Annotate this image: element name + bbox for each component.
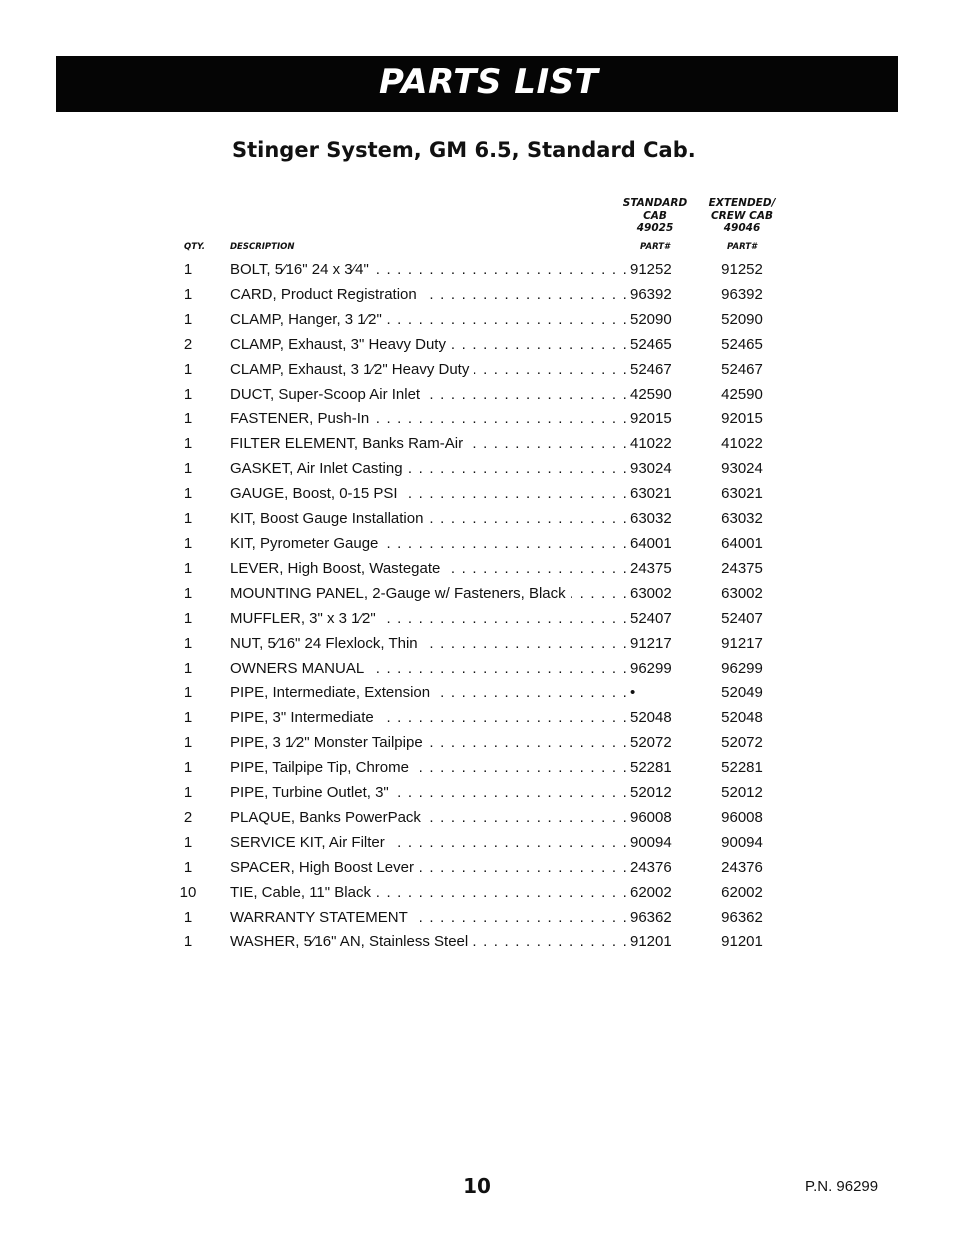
row-standard-part: 91201 bbox=[630, 933, 672, 951]
row-description-leader bbox=[230, 308, 628, 332]
row-description: KIT, Pyrometer Gauge bbox=[230, 535, 383, 552]
table-row bbox=[0, 681, 954, 706]
row-qty: 1 bbox=[183, 659, 193, 677]
row-description-leader bbox=[230, 706, 628, 730]
row-description-leader bbox=[230, 582, 628, 606]
row-description-leader bbox=[230, 383, 628, 407]
row-qty: 1 bbox=[183, 908, 193, 926]
table-row bbox=[0, 881, 954, 906]
row-description-leader bbox=[230, 532, 628, 556]
row-standard-part: 96392 bbox=[630, 285, 672, 303]
row-description: WARRANTY STATEMENT bbox=[230, 909, 413, 926]
row-description: PIPE, 3 1⁄2" Monster Tailpipe bbox=[230, 734, 428, 751]
row-extended-part: 52049 bbox=[721, 684, 763, 702]
row-description: NUT, 5⁄16" 24 Flexlock, Thin bbox=[230, 635, 423, 652]
table-row bbox=[0, 258, 954, 283]
row-qty: 1 bbox=[183, 534, 193, 552]
row-standard-part: 52281 bbox=[630, 759, 672, 777]
row-extended-part: 52090 bbox=[721, 310, 763, 328]
row-description: KIT, Boost Gauge Installation bbox=[230, 510, 428, 527]
table-row bbox=[0, 756, 954, 781]
row-qty: 1 bbox=[183, 684, 193, 702]
row-standard-part: 63002 bbox=[630, 584, 672, 602]
row-qty: 2 bbox=[183, 808, 193, 826]
standard-cab-header-line: STANDARD bbox=[622, 197, 688, 209]
table-row bbox=[0, 358, 954, 383]
row-qty: 1 bbox=[183, 261, 193, 278]
row-standard-part: 93024 bbox=[630, 460, 672, 478]
row-description: SERVICE KIT, Air Filter bbox=[230, 834, 390, 851]
table-row bbox=[0, 383, 954, 408]
table-row bbox=[0, 731, 954, 756]
row-extended-part: 52012 bbox=[721, 784, 763, 802]
row-qty: 1 bbox=[183, 634, 193, 652]
page-title: PARTS LIST bbox=[379, 62, 599, 102]
table-row bbox=[0, 507, 954, 532]
standard-part-column-header: PART# bbox=[640, 242, 670, 252]
row-qty: 1 bbox=[183, 609, 193, 627]
row-description-leader bbox=[230, 906, 628, 930]
row-qty: 1 bbox=[183, 460, 193, 478]
row-qty: 1 bbox=[183, 709, 193, 727]
row-standard-part: 42590 bbox=[630, 385, 672, 403]
row-description-leader bbox=[230, 632, 628, 656]
table-row bbox=[0, 308, 954, 333]
row-extended-part: 96392 bbox=[721, 285, 763, 303]
description-column-header: DESCRIPTION bbox=[230, 242, 295, 252]
row-extended-part: 52281 bbox=[721, 759, 763, 777]
row-standard-part: 96008 bbox=[630, 808, 672, 826]
row-extended-part: 24375 bbox=[721, 559, 763, 577]
row-description-leader bbox=[230, 557, 628, 581]
row-description-leader bbox=[230, 407, 628, 431]
row-description: OWNERS MANUAL bbox=[230, 660, 369, 677]
row-standard-part: 24375 bbox=[630, 559, 672, 577]
row-description-leader bbox=[230, 856, 628, 880]
row-description: WASHER, 5⁄16" AN, Stainless Steel bbox=[230, 933, 473, 950]
row-standard-part: 52465 bbox=[630, 335, 672, 353]
row-qty: 1 bbox=[183, 584, 193, 602]
section-title: Stinger System, GM 6.5, Standard Cab. bbox=[232, 138, 696, 162]
row-qty: 1 bbox=[183, 385, 193, 403]
table-row bbox=[0, 432, 954, 457]
row-qty: 1 bbox=[183, 734, 193, 752]
row-description-leader bbox=[230, 432, 628, 456]
extended-cab-header-line: CREW CAB bbox=[710, 209, 774, 222]
row-qty: 1 bbox=[183, 360, 193, 378]
row-extended-part: 63002 bbox=[721, 584, 763, 602]
row-description: SPACER, High Boost Lever bbox=[230, 859, 419, 876]
row-description-leader bbox=[230, 930, 628, 954]
row-description: TIE, Cable, 11" Black bbox=[230, 884, 376, 901]
parts-table bbox=[0, 258, 954, 955]
standard-cab-header-line: 49025 bbox=[636, 222, 674, 234]
row-standard-part: 96299 bbox=[630, 659, 672, 677]
row-description: FILTER ELEMENT, Banks Ram-Air bbox=[230, 435, 468, 452]
row-description-leader bbox=[230, 482, 628, 506]
table-row bbox=[0, 482, 954, 507]
row-qty: 10 bbox=[179, 883, 197, 901]
row-extended-part: 96362 bbox=[721, 908, 763, 926]
row-description: DUCT, Super-Scoop Air Inlet bbox=[230, 386, 425, 403]
table-row bbox=[0, 856, 954, 881]
row-standard-part: 96362 bbox=[630, 908, 672, 926]
row-extended-part: 92015 bbox=[721, 410, 763, 428]
row-standard-part: 62002 bbox=[630, 883, 672, 901]
row-extended-part: 52465 bbox=[721, 335, 763, 353]
row-description-leader bbox=[230, 781, 628, 805]
row-description: MOUNTING PANEL, 2-Gauge w/ Fasteners, Black bbox=[230, 585, 571, 602]
row-extended-part: 42590 bbox=[721, 385, 763, 403]
row-extended-part: 24376 bbox=[721, 858, 763, 876]
row-standard-part: • bbox=[630, 684, 636, 702]
row-qty: 1 bbox=[183, 435, 193, 453]
row-description: CLAMP, Exhaust, 3" Heavy Duty bbox=[230, 336, 451, 353]
table-row bbox=[0, 333, 954, 358]
row-qty: 1 bbox=[183, 858, 193, 876]
row-extended-part: 63021 bbox=[721, 485, 763, 503]
row-description-leader bbox=[230, 831, 628, 855]
table-row bbox=[0, 632, 954, 657]
row-qty: 1 bbox=[183, 784, 193, 802]
row-extended-part: 52407 bbox=[721, 609, 763, 627]
row-extended-part: 63032 bbox=[721, 510, 763, 528]
row-standard-part: 52072 bbox=[630, 734, 672, 752]
row-standard-part: 91217 bbox=[630, 634, 672, 652]
row-description-leader bbox=[230, 657, 628, 681]
title-banner bbox=[56, 56, 898, 112]
row-standard-part: 63021 bbox=[630, 485, 672, 503]
row-qty: 1 bbox=[183, 410, 193, 428]
table-row bbox=[0, 781, 954, 806]
row-extended-part: 52072 bbox=[721, 734, 763, 752]
row-extended-part: 52048 bbox=[721, 709, 763, 727]
extended-cab-header-line: EXTENDED/ bbox=[708, 197, 776, 209]
row-standard-part: 24376 bbox=[630, 858, 672, 876]
row-description: CLAMP, Hanger, 3 1⁄2" bbox=[230, 311, 387, 328]
row-qty: 1 bbox=[183, 933, 193, 951]
row-description: FASTENER, Push-In bbox=[230, 410, 374, 427]
row-extended-part: 41022 bbox=[721, 435, 763, 453]
row-standard-part: 63032 bbox=[630, 510, 672, 528]
row-standard-part: 90094 bbox=[630, 833, 672, 851]
row-qty: 1 bbox=[183, 559, 193, 577]
row-description: PLAQUE, Banks PowerPack bbox=[230, 809, 426, 826]
row-description: PIPE, 3" Intermediate bbox=[230, 709, 379, 726]
table-row bbox=[0, 657, 954, 682]
row-qty: 1 bbox=[183, 759, 193, 777]
row-standard-part: 41022 bbox=[630, 435, 672, 453]
row-qty: 2 bbox=[183, 335, 193, 353]
table-row bbox=[0, 806, 954, 831]
row-extended-part: 64001 bbox=[721, 534, 763, 552]
row-qty: 1 bbox=[183, 485, 193, 503]
row-description: CLAMP, Exhaust, 3 1⁄2" Heavy Duty bbox=[230, 361, 474, 378]
extended-cab-header-line: 49046 bbox=[723, 222, 761, 234]
row-extended-part: 52467 bbox=[721, 360, 763, 378]
row-extended-part: 91252 bbox=[721, 261, 763, 278]
table-row bbox=[0, 930, 954, 955]
row-extended-part: 90094 bbox=[721, 833, 763, 851]
extended-part-column-header: PART# bbox=[727, 242, 757, 252]
row-standard-part: 91252 bbox=[630, 261, 672, 278]
table-row bbox=[0, 582, 954, 607]
row-standard-part: 52048 bbox=[630, 709, 672, 727]
table-row bbox=[0, 831, 954, 856]
row-extended-part: 93024 bbox=[721, 460, 763, 478]
row-qty: 1 bbox=[183, 285, 193, 303]
row-extended-part: 96008 bbox=[721, 808, 763, 826]
row-description: PIPE, Intermediate, Extension bbox=[230, 684, 435, 701]
standard-cab-header-line: CAB bbox=[643, 209, 667, 222]
standard-cab-header bbox=[605, 197, 705, 235]
row-extended-part: 91201 bbox=[721, 933, 763, 951]
table-row bbox=[0, 607, 954, 632]
row-description-leader bbox=[230, 806, 628, 830]
row-description-leader bbox=[230, 283, 628, 307]
row-description: GAUGE, Boost, 0-15 PSI bbox=[230, 485, 403, 502]
row-description-leader bbox=[230, 881, 628, 905]
row-description-leader bbox=[230, 731, 628, 755]
row-qty: 1 bbox=[183, 510, 193, 528]
row-description: BOLT, 5⁄16" 24 x 3⁄4" bbox=[230, 261, 374, 278]
row-description: MUFFLER, 3" x 3 1⁄2" bbox=[230, 610, 381, 627]
row-description-leader bbox=[230, 607, 628, 631]
row-description: PIPE, Tailpipe Tip, Chrome bbox=[230, 759, 414, 776]
extended-cab-header bbox=[692, 197, 792, 235]
qty-column-header: QTY. bbox=[184, 242, 206, 252]
row-description: LEVER, High Boost, Wastegate bbox=[230, 560, 445, 577]
row-description-leader bbox=[230, 358, 628, 382]
row-qty: 1 bbox=[183, 833, 193, 851]
row-extended-part: 96299 bbox=[721, 659, 763, 677]
row-description-leader bbox=[230, 333, 628, 357]
row-description-leader bbox=[230, 756, 628, 780]
row-standard-part: 52012 bbox=[630, 784, 672, 802]
row-standard-part: 92015 bbox=[630, 410, 672, 428]
row-description: CARD, Product Registration bbox=[230, 286, 422, 303]
row-description: PIPE, Turbine Outlet, 3" bbox=[230, 784, 394, 801]
table-row bbox=[0, 906, 954, 931]
row-qty: 1 bbox=[183, 310, 193, 328]
document-part-number: P.N. 96299 bbox=[805, 1178, 879, 1195]
table-row bbox=[0, 557, 954, 582]
row-standard-part: 52407 bbox=[630, 609, 672, 627]
row-extended-part: 91217 bbox=[721, 634, 763, 652]
page-number: 10 bbox=[463, 1174, 491, 1198]
table-row bbox=[0, 457, 954, 482]
row-standard-part: 52090 bbox=[630, 310, 672, 328]
table-row bbox=[0, 283, 954, 308]
row-description-leader bbox=[230, 681, 628, 705]
row-description-leader bbox=[230, 258, 628, 282]
row-extended-part: 62002 bbox=[721, 883, 763, 901]
row-description: GASKET, Air Inlet Casting bbox=[230, 460, 408, 477]
row-description-leader bbox=[230, 507, 628, 531]
row-description-leader bbox=[230, 457, 628, 481]
table-row bbox=[0, 706, 954, 731]
table-row bbox=[0, 407, 954, 432]
row-standard-part: 52467 bbox=[630, 360, 672, 378]
table-row bbox=[0, 532, 954, 557]
row-standard-part: 64001 bbox=[630, 534, 672, 552]
